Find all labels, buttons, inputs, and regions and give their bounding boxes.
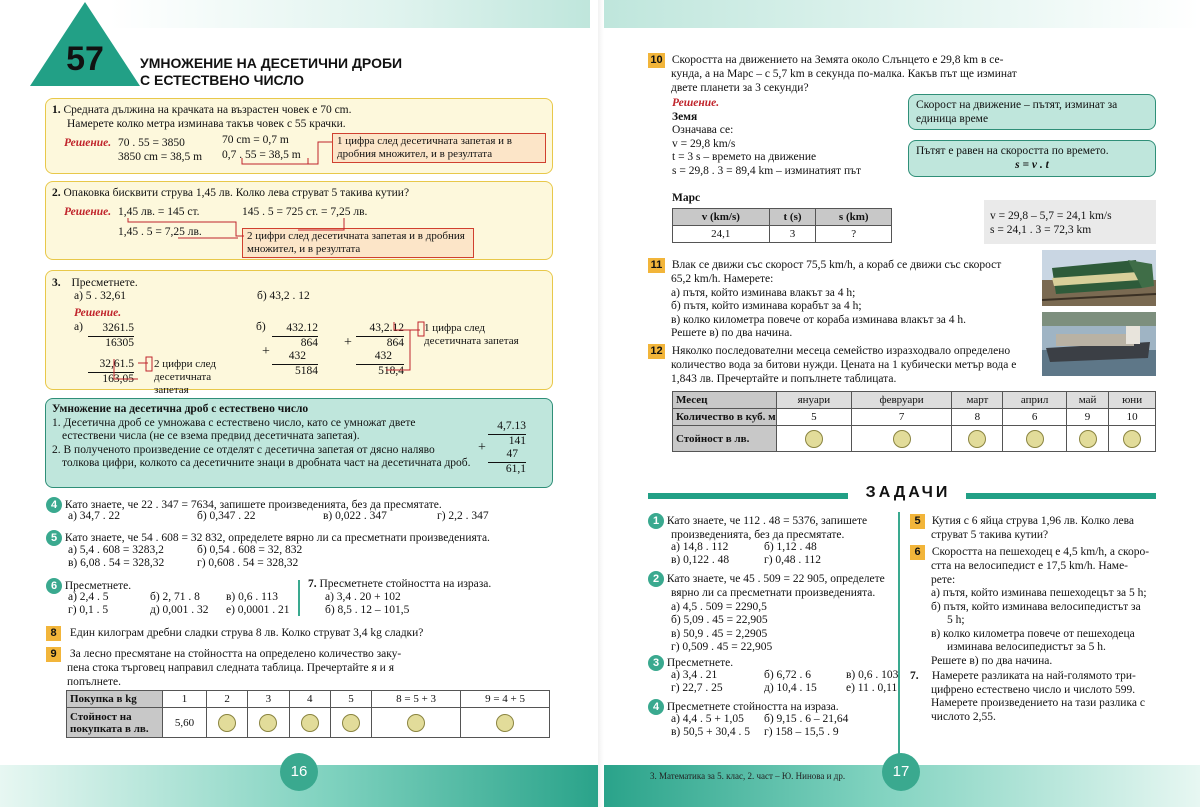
ex6-f: е) 0,0001 . 21 [226, 604, 290, 616]
ex12-line1: Няколко последователни месеца семейство изразходвало определено [671, 345, 1011, 357]
ex10-td-s: ? [816, 226, 892, 243]
t2-b: б) 5,09 . 45 = 22,905 [671, 614, 768, 626]
train-image [1042, 250, 1156, 306]
ex10-td-t: 3 [769, 226, 816, 243]
task-1 [648, 513, 867, 543]
ex11-line2: 65,2 km/h. Намерете: [671, 273, 774, 285]
ex10-td-v: 24,1 [673, 226, 770, 243]
ex8-text: Един килограм дребни сладки струва 8 лв. Колко струват 3,4 kg сладки? [69, 627, 424, 639]
title-line-1: УМНОЖЕНИЕ НА ДЕСЕТИЧНИ ДРОБИ [140, 55, 403, 71]
ex3-c-r3: 432 [356, 350, 404, 365]
ex12-qty-head: Количество в куб. м [673, 409, 777, 426]
exercise-7 [308, 578, 491, 590]
t7-line3: Намерете произведението на тази разлика с [931, 697, 1145, 709]
t3-number: 3 [648, 655, 664, 671]
ex6-c: в) 0,6 . 113 [226, 591, 278, 603]
ex3-a-column [88, 322, 134, 350]
ex3-a-r3: 32,61.5 [88, 358, 134, 373]
ex3-c-note: 1 цифра след десетичната запетая [424, 322, 519, 347]
t3-a: а) 3,4 . 21 [671, 669, 718, 681]
ex9-cell: 2 [207, 691, 248, 708]
ex12-qty: 9 [1066, 409, 1108, 426]
ex9-line1: За лесно пресмятане на стойността на определено количество заку- [69, 648, 402, 660]
t1-d: г) 0,48 . 112 [764, 554, 821, 566]
ex4-number: 4 [46, 497, 62, 513]
ex10-solution-label: Решение. [672, 97, 720, 109]
ex9-cell: 3 [248, 691, 289, 708]
ex12-table [672, 391, 1156, 452]
ex12-month: февруари [851, 392, 952, 409]
ex6-e: д) 0,001 . 32 [150, 604, 209, 616]
ex3-c-arrows [380, 318, 430, 374]
t1-line1: Като знаете, че 112 . 48 = 5376, запишете [666, 515, 868, 527]
ex10-line1: Скоростта на движението на Земята около Слънцето е 29,8 km в се- [671, 54, 1004, 66]
ex1-arrows [220, 130, 340, 170]
ex12-month: юни [1109, 392, 1156, 409]
task-2 [648, 571, 885, 655]
answer-circle[interactable] [301, 714, 319, 732]
ex1-calc2: 3850 cm = 38,5 m [118, 150, 203, 163]
t1-line2: произведенията, без да пресмятате. [671, 529, 845, 541]
ex3-line1: Пресметнете. [71, 277, 138, 289]
ex9-row-kg [67, 691, 550, 708]
tasks-rule-right [966, 493, 1156, 499]
task-7 [910, 670, 1145, 724]
t1-number: 1 [648, 513, 664, 529]
t6-d: Решете в) по два начина. [931, 654, 1053, 667]
ex12-row-cost [673, 426, 1156, 452]
ex3-b-column [272, 322, 318, 378]
rule-content [52, 403, 472, 471]
t5-line2: струват 5 такива кутии? [931, 529, 1049, 541]
t3-d: г) 22,7 . 25 [671, 682, 723, 694]
t4-number: 4 [648, 699, 664, 715]
ex2-arrows [118, 200, 358, 240]
rule-e1: 4,7.13 [488, 420, 526, 435]
ex3-solution-label: Решение. [74, 307, 122, 319]
ex6-d: г) 0,1 . 5 [68, 604, 109, 616]
tasks-rule-left [648, 493, 848, 499]
exercise-12 [648, 344, 1016, 386]
ex6-number: 6 [46, 578, 62, 594]
ex12-answer-cell[interactable] [1066, 426, 1108, 452]
ex1-calc-left [118, 137, 202, 164]
ex2-line1: Опаковка бисквити струва 1,45 лв. Колко лева струват 5 такива кутии? [63, 187, 410, 199]
top-band-left [110, 0, 590, 28]
ex12-answer-cell[interactable] [777, 426, 852, 452]
t2-line2: вярно ли са пресметнати произведенията. [671, 587, 876, 599]
ex3-b-r1: 432.12 [272, 322, 318, 337]
ex3-number: 3. [52, 277, 61, 289]
answer-circle[interactable] [1123, 430, 1141, 448]
t6-b2: 5 h; [947, 614, 965, 626]
rule-e2: 141 [508, 434, 526, 447]
rule-p1: 1. Десетична дроб се умножава с естествено число, като се умножат двете естествени числа (не се взема предвид десетичната запетая). [52, 416, 416, 442]
ex9-cell: 5,60 [163, 708, 207, 738]
definition-speed [908, 94, 1156, 130]
rule-e3: 47 [488, 448, 526, 463]
answer-circle[interactable] [968, 430, 986, 448]
ex4-c: в) 0,022 . 347 [323, 510, 387, 522]
example-1 [52, 104, 352, 131]
ex2-calc1: 1,45 лв. = 145 ст. [118, 206, 200, 218]
ex3-c-r4: 518,4 [378, 364, 404, 377]
t7-line1: Намерете разликата на най-голямото три- [931, 670, 1136, 682]
def-formula: s = v . t [1015, 158, 1049, 171]
task-6 [910, 545, 1149, 668]
exercise-8 [46, 626, 423, 641]
ex12-line3: 1,843 лв. Пречертайте и попълнете таблицата. [671, 372, 897, 385]
ex10-calc2: s = 24,1 . 3 = 72,3 km [990, 223, 1092, 236]
ex12-qty: 6 [1003, 409, 1066, 426]
rule-p2: 2. В полученото произведение се отделят с десетична запетая от дясно наляво толкова цифри, колкото са десетичните знаци в дробната част на десетичната дроб. [52, 443, 471, 469]
t3-text: Пресметнете. [666, 657, 734, 669]
exercise-9 [46, 647, 401, 689]
ex3-c-r2: 864 [386, 336, 404, 349]
ex3-a-arrows [100, 355, 160, 385]
t6-c1: в) колко километра повече от пешеходеца [931, 627, 1135, 640]
ex3-c-plus: + [344, 335, 352, 350]
ex10-solution [672, 97, 861, 178]
ex5-number: 5 [46, 530, 62, 546]
t2-line1: Като знаете, че 45 . 509 = 22 905, определете [666, 573, 885, 585]
ex12-answer-cell[interactable] [1003, 426, 1066, 452]
page-number-left: 16 [280, 753, 318, 791]
t2-c: в) 50,9 . 45 = 2,2905 [671, 627, 768, 640]
ex10-table-row [673, 226, 892, 243]
ex9-answer-cell[interactable] [207, 708, 248, 738]
lesson-number: 57 [66, 40, 104, 78]
ex12-month: април [1003, 392, 1066, 409]
ex9-cell: 4 [289, 691, 330, 708]
ex12-row-month [673, 392, 1156, 409]
example-2 [52, 187, 409, 201]
ex10-th-t: t (s) [769, 209, 816, 226]
ex10-number: 10 [648, 53, 665, 68]
ex1-calc1: 70 . 55 = 3850 [118, 137, 185, 149]
ex3-c-r1: 43,2.12 [356, 322, 404, 337]
ex10-calc1: v = 29,8 – 5,7 = 24,1 km/s [990, 210, 1112, 222]
answer-circle[interactable] [805, 430, 823, 448]
ex3-b-label: б) [256, 321, 266, 333]
ex9-answer-cell[interactable] [289, 708, 330, 738]
answer-circle[interactable] [1026, 430, 1044, 448]
ex3-b-r4: 5184 [295, 364, 318, 377]
ex12-line2: количество вода за битови нужди. Цената на 1 кубически метър вода е [671, 359, 1017, 371]
answer-circle[interactable] [259, 714, 277, 732]
ex6-a: а) 2,4 . 5 [68, 591, 109, 603]
t1-b: б) 1,12 . 48 [764, 541, 817, 553]
ex9-answer-cell[interactable] [330, 708, 371, 738]
ex9-row-cost [67, 708, 550, 738]
def-speed-text: Скорост на движение – пътят, изминат за единица време [916, 99, 1118, 125]
answer-circle[interactable] [342, 714, 360, 732]
t6-b1: б) пътя, който изминава велосипедистът за [931, 600, 1141, 613]
t3-b: б) 6,72 . 6 [764, 669, 812, 681]
ex12-cost-head: Стойност в лв. [673, 426, 777, 452]
t4-b: б) 9,15 . 6 – 21,64 [764, 713, 849, 725]
ex10-th-s: s (km) [816, 209, 892, 226]
ex10-line2: кунда, а на Марс – с 5,7 km в секунда по-малка. Какъв път ще изминат [671, 68, 1017, 80]
ex9-answer-cell[interactable] [248, 708, 289, 738]
ex2-note: 2 цифри след десетичната запетая и в дробния множител, и в резултата [242, 228, 474, 258]
ex5-c: в) 6,08 . 54 = 328,32 [68, 557, 165, 569]
ex9-answer-cell[interactable] [372, 708, 461, 738]
t3-c: в) 0,6 . 103 [846, 669, 899, 681]
ex7-a: а) 3,4 . 20 + 102 [325, 591, 401, 603]
page-number-right: 17 [882, 753, 920, 791]
t6-line2: стта на велосипедист е 17,5 km/h. Наме- [931, 560, 1129, 572]
ex6-text: Пресметнете. [64, 580, 132, 592]
ex3-a-r1: 3261.5 [88, 322, 134, 337]
ex12-answer-cell[interactable] [851, 426, 952, 452]
ex12-head: Месец [673, 392, 777, 409]
t3-e: д) 10,4 . 15 [764, 682, 817, 694]
ex3-b-r3: 432 [272, 350, 318, 365]
ex10-mars: Марс [672, 192, 701, 204]
ex2-calc3: 1,45 . 5 = 7,25 лв. [118, 226, 202, 238]
answer-circle[interactable] [1079, 430, 1097, 448]
t4-a: а) 4,4 . 5 + 1,05 [671, 713, 744, 725]
t6-line3: рете: [931, 573, 956, 586]
ex3-a-r4: 163,05 [102, 372, 134, 385]
ex3-b-plus: + [262, 344, 270, 359]
tasks-heading: ЗАДАЧИ [865, 484, 951, 501]
ex9-number: 9 [46, 647, 61, 662]
ex9-row1-head: Покупка в kg [67, 691, 163, 708]
ex9-line3: попълнете. [67, 675, 122, 688]
ex1-note: 1 цифра след десетичната запетая и в дробния множител, и в резултата [332, 133, 546, 163]
ex10-v: v = 29,8 km/s [672, 137, 736, 150]
ex9-line2: пена стока търговец направил следната таблица. Пречертайте я и я [67, 662, 394, 674]
tasks-column-divider [898, 512, 900, 758]
t7-line4: числото 2,55. [931, 710, 996, 723]
def-path-text: Пътят е равен на скоростта по времето. [916, 145, 1109, 157]
t6-line1: Скоростта на пешеходец е 4,5 km/h, а скоро- [931, 546, 1150, 558]
ex11-d: Решете в) по два начина. [671, 327, 793, 339]
footer-text: 3. Математика за 5. клас, 2. част – Ю. Нинова и др. [650, 771, 846, 781]
ex12-row-qty [673, 409, 1156, 426]
t1-a: а) 14,8 . 112 [671, 541, 729, 553]
ex1-number: 1. [52, 104, 61, 116]
ex9-table [66, 690, 550, 738]
answer-circle[interactable] [893, 430, 911, 448]
ex12-qty: 5 [777, 409, 852, 426]
ex2-solution-label: Решение. [64, 206, 112, 218]
ex6-b: б) 2, 71 . 8 [150, 591, 200, 603]
ex11-a: а) пътя, който изминава влакът за 4 h; [671, 286, 856, 299]
ex12-month: януари [777, 392, 852, 409]
ex12-month: март [952, 392, 1003, 409]
ex11-line1: Влак се движи със скорост 75,5 km/h, а кораб се движи със скорост [671, 259, 1002, 271]
t1-c: в) 0,122 . 48 [671, 554, 730, 566]
ex5-a: а) 5,4 . 608 = 3283,2 [68, 544, 164, 556]
ex7-number: 7. [308, 578, 317, 590]
ex12-qty: 7 [851, 409, 952, 426]
answer-circle[interactable] [496, 714, 514, 732]
ex10-table-head [673, 209, 892, 226]
ex12-answer-cell[interactable] [1109, 426, 1156, 452]
ex9-cell: 8 = 5 + 3 [372, 691, 461, 708]
ex8-number: 8 [46, 626, 61, 641]
exercise-11 [648, 258, 1001, 341]
task-5 [910, 514, 1134, 543]
ex9-cell: 1 [163, 691, 207, 708]
rule-example [488, 420, 526, 476]
book-spine [598, 0, 604, 807]
ex11-number: 11 [648, 258, 665, 273]
ex10-mars-calc [984, 200, 1156, 244]
ex5-d: г) 0,608 . 54 = 328,32 [197, 557, 299, 569]
answer-circle[interactable] [407, 714, 425, 732]
t3-f: е) 11 . 0,11 [846, 682, 898, 694]
ex3-b: б) 43,2 . 12 [257, 290, 310, 302]
ex7-text: Пресметнете стойността на израза. [319, 578, 492, 590]
ex10-mars-table [672, 208, 892, 243]
t4-c: в) 50,5 + 30,4 . 5 [671, 726, 750, 738]
t7-number: 7. [910, 670, 919, 682]
ex1-line1: Средната дължина на крачката на възрастен човек е 70 cm. [63, 104, 352, 116]
t2-d: г) 0,509 . 45 = 22,905 [671, 641, 773, 653]
ex1-calc3: 70 cm = 0,7 m [222, 134, 289, 146]
ex12-month: май [1066, 392, 1108, 409]
rule-plus: + [478, 440, 486, 455]
t4-d: г) 158 – 15,5 . 9 [764, 726, 839, 738]
ex12-number: 12 [648, 344, 665, 359]
ex11-b: б) пътя, който изминава корабът за 4 h; [671, 300, 862, 312]
ex3-a: а) 5 . 32,61 [74, 290, 127, 302]
t2-a: а) 4,5 . 509 = 2290,5 [671, 600, 767, 613]
lesson-title [140, 55, 402, 89]
ex3-header [52, 277, 138, 289]
exercise-10 [648, 53, 1017, 95]
ex3-a-r2: 16305 [105, 336, 134, 349]
ex4-text: Като знаете, че 22 . 347 = 7634, запишете произведенията, без да пресмятате. [64, 499, 442, 511]
ex10-s: s = 29,8 . 3 = 89,4 km – изминатият път [672, 164, 862, 177]
ex9-cell: 9 = 4 + 5 [461, 691, 550, 708]
ex11-c: в) колко километра повече от кораба изминава влакът за 4 h. [671, 313, 966, 326]
ex9-answer-cell[interactable] [461, 708, 550, 738]
definition-path [908, 140, 1156, 177]
t6-number: 6 [910, 545, 925, 560]
t2-number: 2 [648, 571, 664, 587]
ex7-b: б) 8,5 . 12 – 101,5 [325, 604, 410, 616]
ex10-earth: Земя [672, 110, 698, 123]
ex3-a-label: а) [74, 321, 83, 333]
ex1-solution-label: Решение. [64, 137, 112, 149]
ex6-ex7-divider [298, 580, 300, 616]
ex5-b: б) 0,54 . 608 = 32, 832 [197, 544, 303, 556]
t5-number: 5 [910, 514, 925, 529]
ship-image [1042, 312, 1156, 376]
ex4-a: а) 34,7 . 22 [68, 510, 121, 522]
t6-a: а) пътя, който изминава пешеходецът за 5 h; [931, 587, 1147, 599]
ex4-d: г) 2,2 . 347 [437, 510, 489, 522]
ex2-calc2: 145 . 5 = 725 ст. = 7,25 лв. [242, 206, 368, 218]
ex10-line3: двете планети за 3 секунди? [671, 81, 809, 94]
t7-line2: цифрено естествено число и числото 599. [931, 683, 1136, 696]
ex3-b-r2: 864 [300, 336, 318, 349]
t5-line1: Кутия с 6 яйца струва 1,96 лв. Колко лева [931, 515, 1135, 527]
ex1-line2: Намерете колко метра изминава такъв човек с 55 крачки. [67, 117, 346, 130]
ex3-a-note: 2 цифри след десетичната запетая [154, 358, 216, 396]
rule-e4: 61,1 [505, 462, 526, 475]
ex4-b: б) 0,347 . 22 [197, 510, 256, 522]
ex12-qty: 8 [952, 409, 1003, 426]
ex12-qty: 10 [1109, 409, 1156, 426]
ex9-row2-head: Стойност на покупката в лв. [67, 708, 163, 738]
t4-text: Пресметнете стойността на израза. [666, 701, 839, 713]
ex5-text: Като знаете, че 54 . 608 = 32 832, определете вярно ли са пресметнати произведенията. [64, 532, 490, 544]
title-line-2: С ЕСТЕСТВЕНО ЧИСЛО [140, 72, 305, 88]
answer-circle[interactable] [218, 714, 236, 732]
ex12-answer-cell[interactable] [952, 426, 1003, 452]
ex10-denote: Означава се: [672, 124, 734, 136]
ex1-calc4: 0,7 . 55 = 38,5 m [222, 148, 301, 161]
ex2-number: 2. [52, 187, 61, 199]
ex9-cell: 5 [330, 691, 371, 708]
ex10-t: t = 3 s – времето на движение [672, 151, 817, 163]
ex10-th-v: v (km/s) [673, 209, 770, 226]
t6-c2: изминава велосипедистът за 5 h. [947, 641, 1106, 653]
rule-title: Умножение на десетична дроб с естествено число [52, 403, 309, 415]
top-band-right [604, 0, 1200, 28]
